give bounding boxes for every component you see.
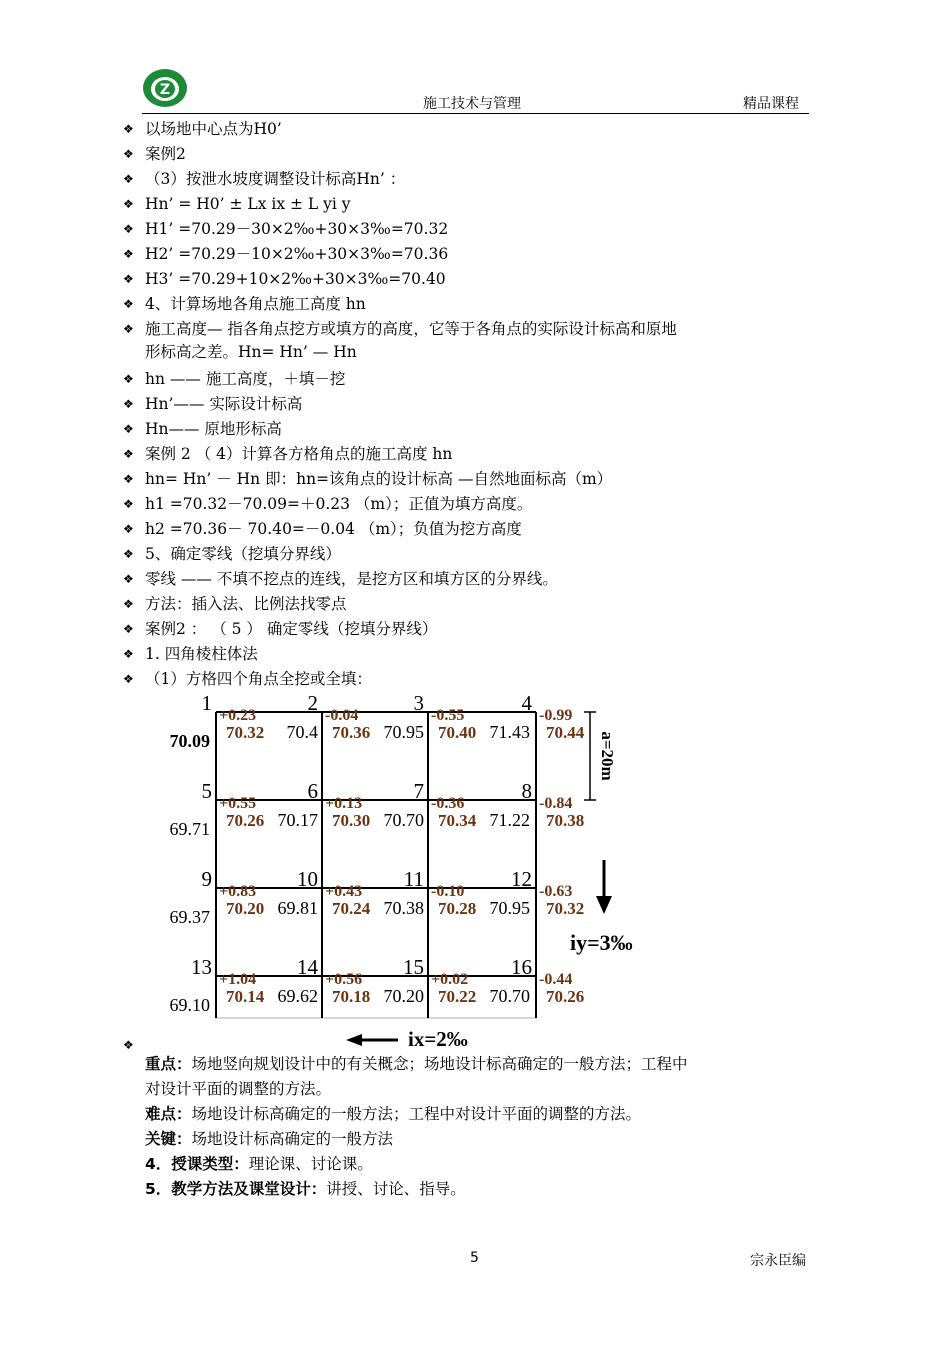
corner-point-number: 3 (413, 691, 424, 715)
bullet-diamond-icon: ❖ (123, 397, 134, 411)
row-ground-elevation: 69.37 (169, 907, 210, 927)
ground-elevation: 70.4 (286, 722, 318, 742)
lesson-note-line (145, 1177, 466, 1202)
bullet-text: 案例 2 （ 4）计算各方格角点的施工高度 hn (145, 445, 453, 463)
bullet-text: 施工高度— 指各角点挖方或填方的高度，它等于各角点的实际设计标高和原地 (145, 320, 677, 338)
bullet-diamond-icon: ❖ (123, 172, 134, 186)
construction-height: +0.43 (325, 883, 363, 900)
lesson-note-label: 5．教学方法及课堂设计： (145, 1180, 327, 1198)
bullet-text: 零线 —— 不填不挖点的连线，是挖方区和填方区的分界线。 (145, 570, 558, 588)
design-elevation: 70.40 (438, 723, 477, 742)
ground-elevation: 71.22 (489, 810, 530, 830)
bullet-diamond-icon: ❖ (123, 122, 134, 136)
grid-elevation-figure (150, 688, 650, 1050)
construction-height: -0.84 (539, 795, 573, 812)
lesson-note-line (145, 1152, 373, 1177)
construction-height: -0.44 (539, 971, 573, 988)
lesson-note-text: 场地竖向规划设计中的有关概念；场地设计标高确定的一般方法；工程中 (191, 1055, 688, 1073)
construction-height: +0.56 (325, 971, 363, 988)
design-elevation: 70.26 (546, 987, 585, 1006)
corner-point-number: 12 (511, 867, 532, 891)
construction-height: -0.10 (431, 883, 465, 900)
bullet-diamond-icon: ❖ (123, 647, 134, 661)
lesson-note-text: 理论课、讨论课。 (248, 1155, 373, 1173)
bullet-text: 以场地中心点为H0’ (145, 120, 282, 138)
bullet-text: 4、计算场地各角点施工高度 hn (145, 295, 366, 313)
lesson-note-label: 关键： (145, 1130, 192, 1148)
bullet-text: hn= Hn’ － Hn 即：hn=该角点的设计标高 —自然地面标高（m） (145, 470, 613, 488)
bullet-text: Hn’ = H0’ ± Lx ix ± L yi y (145, 195, 351, 213)
construction-height: +0.13 (325, 795, 363, 812)
construction-height: +0.23 (219, 707, 257, 724)
design-elevation: 70.32 (546, 899, 585, 918)
bullet-text: H1’ =70.29－30×2‰+30×3‰=70.32 (145, 220, 449, 238)
corner-point-number: 2 (307, 691, 318, 715)
slope-x-label: ix=2‰ (408, 1027, 468, 1050)
lesson-note-line (145, 1077, 331, 1102)
construction-height: +0.83 (219, 883, 257, 900)
bullet-diamond-icon: ❖ (123, 372, 134, 386)
ground-elevation: 70.95 (489, 898, 530, 918)
bullet-diamond-icon: ❖ (123, 422, 134, 436)
bullet-diamond-icon: ❖ (123, 622, 134, 636)
corner-point-number: 4 (521, 691, 532, 715)
corner-point-number: 10 (297, 867, 318, 891)
slope-y-label: iy=3‰ (570, 930, 633, 955)
ground-elevation: 69.81 (277, 898, 318, 918)
corner-point-number: 14 (297, 955, 318, 979)
corner-point-number: 9 (201, 867, 212, 891)
bullet-diamond-icon: ❖ (123, 547, 134, 561)
construction-height: -0.99 (539, 707, 573, 724)
row-ground-elevation: 70.09 (169, 731, 210, 751)
bullet-diamond-icon: ❖ (123, 447, 134, 461)
bullet-diamond-icon: ❖ (123, 222, 134, 236)
bullet-diamond-icon: ❖ (123, 497, 134, 511)
ground-elevation: 70.38 (383, 898, 424, 918)
lesson-note-line (145, 1052, 688, 1077)
design-elevation: 70.28 (438, 899, 477, 918)
slope-x-arrow-icon (346, 1034, 362, 1046)
design-elevation: 70.22 (438, 987, 477, 1006)
ground-elevation: 70.70 (383, 810, 424, 830)
lesson-note-label: 难点： (145, 1105, 192, 1123)
corner-point-number: 13 (191, 955, 212, 979)
corner-point-number: 6 (307, 779, 318, 803)
school-logo (142, 68, 188, 108)
bullet-text: 案例2 (145, 145, 186, 163)
bullet-text: 1. 四角棱柱体法 (145, 645, 258, 663)
bullet-text: 案例2 ： （ 5 ） 确定零线（挖填分界线） (145, 620, 438, 638)
bullet-diamond-icon: ❖ (123, 472, 134, 486)
lesson-note-line (145, 1127, 393, 1152)
bullet-text: 5、确定零线（挖填分界线） (145, 545, 341, 563)
bullet-text: H3’ =70.29+10×2‰+30×3‰=70.40 (145, 270, 446, 288)
design-elevation: 70.20 (226, 899, 265, 918)
bullet-diamond-icon: ❖ (123, 1038, 134, 1052)
footer-author: 宗永臣编 (750, 1253, 806, 1269)
design-elevation: 70.14 (226, 987, 265, 1006)
corner-point-number: 16 (511, 955, 532, 979)
bullet-diamond-icon: ❖ (123, 572, 134, 586)
design-elevation: 70.34 (438, 811, 477, 830)
bullet-diamond-icon: ❖ (123, 297, 134, 311)
design-elevation: 70.30 (332, 811, 371, 830)
ground-elevation: 70.20 (383, 986, 424, 1006)
bullet-diamond-icon: ❖ (123, 147, 134, 161)
dimension-label: a=20m (598, 731, 617, 781)
design-elevation: 70.26 (226, 811, 265, 830)
page-number: 5 (470, 1250, 479, 1266)
construction-height: +1.04 (219, 971, 257, 988)
construction-height: -0.36 (431, 795, 465, 812)
bullet-text: （3）按泄水坡度调整设计标高Hn’ ： (145, 170, 406, 188)
corner-point-number: 8 (521, 779, 532, 803)
bullet-diamond-icon: ❖ (123, 272, 134, 286)
design-elevation: 70.36 (332, 723, 371, 742)
design-elevation: 70.32 (226, 723, 265, 742)
header-rule (142, 113, 809, 114)
corner-point-number: 15 (403, 955, 424, 979)
slope-y-arrow-icon (596, 896, 612, 914)
corner-point-number: 7 (413, 779, 424, 803)
lesson-note-text: 对设计平面的调整的方法。 (145, 1080, 332, 1098)
ground-elevation: 70.17 (277, 810, 318, 830)
design-elevation: 70.18 (332, 987, 371, 1006)
bullet-continuation: 形标高之差。Hn= Hn’ — Hn (145, 343, 357, 361)
corner-point-number: 5 (201, 779, 212, 803)
bullet-diamond-icon: ❖ (123, 522, 134, 536)
bullet-text: Hn’—— 实际设计标高 (145, 395, 303, 413)
construction-height: -0.63 (539, 883, 573, 900)
bullet-text: Hn—— 原地形标高 (145, 420, 282, 438)
construction-height: -0.04 (325, 707, 359, 724)
corner-point-number: 11 (403, 867, 424, 891)
ground-elevation: 70.95 (383, 722, 424, 742)
bullet-diamond-icon: ❖ (123, 672, 134, 686)
bullet-text: h1 =70.32－70.09=＋0.23 （m）；正值为填方高度。 (145, 495, 533, 513)
bullet-diamond-icon: ❖ (123, 247, 134, 261)
bullet-text: （1）方格四个角点全挖或全填： (145, 670, 372, 688)
lesson-note-text: 讲授、讨论、指导。 (326, 1180, 466, 1198)
bullet-text: h2 =70.36－ 70.40=－0.04 （m）；负值为挖方高度 (145, 520, 522, 538)
bullet-text: H2’ =70.29－10×2‰+30×3‰=70.36 (145, 245, 449, 263)
lesson-note-text: 场地设计标高确定的一般方法；工程中对设计平面的调整的方法。 (191, 1105, 642, 1123)
header-center-title: 施工技术与管理 (423, 96, 521, 112)
construction-height: +0.55 (219, 795, 257, 812)
design-elevation: 70.38 (546, 811, 585, 830)
construction-height: +0.02 (431, 971, 469, 988)
ground-elevation: 69.62 (277, 986, 318, 1006)
ground-elevation: 71.43 (489, 722, 530, 742)
lesson-note-label: 4．授课类型： (145, 1155, 249, 1173)
lesson-note-text: 场地设计标高确定的一般方法 (191, 1130, 394, 1148)
bullet-text: 方法：插入法、比例法找零点 (145, 595, 347, 613)
bullet-diamond-icon: ❖ (123, 597, 134, 611)
lesson-note-line (145, 1102, 641, 1127)
lesson-note-label: 重点： (145, 1055, 192, 1073)
ground-elevation: 70.70 (489, 986, 530, 1006)
corner-point-number: 1 (201, 691, 212, 715)
construction-height: -0.55 (431, 707, 465, 724)
bullet-diamond-icon: ❖ (123, 197, 134, 211)
logo-letter: Z (159, 82, 171, 98)
bullet-diamond-icon: ❖ (123, 322, 134, 336)
row-ground-elevation: 69.71 (169, 819, 210, 839)
bullet-text: hn —— 施工高度，＋填－挖 (145, 370, 346, 388)
row-ground-elevation: 69.10 (169, 995, 210, 1015)
header-right-title: 精品课程 (743, 96, 799, 112)
design-elevation: 70.44 (546, 723, 585, 742)
design-elevation: 70.24 (332, 899, 371, 918)
